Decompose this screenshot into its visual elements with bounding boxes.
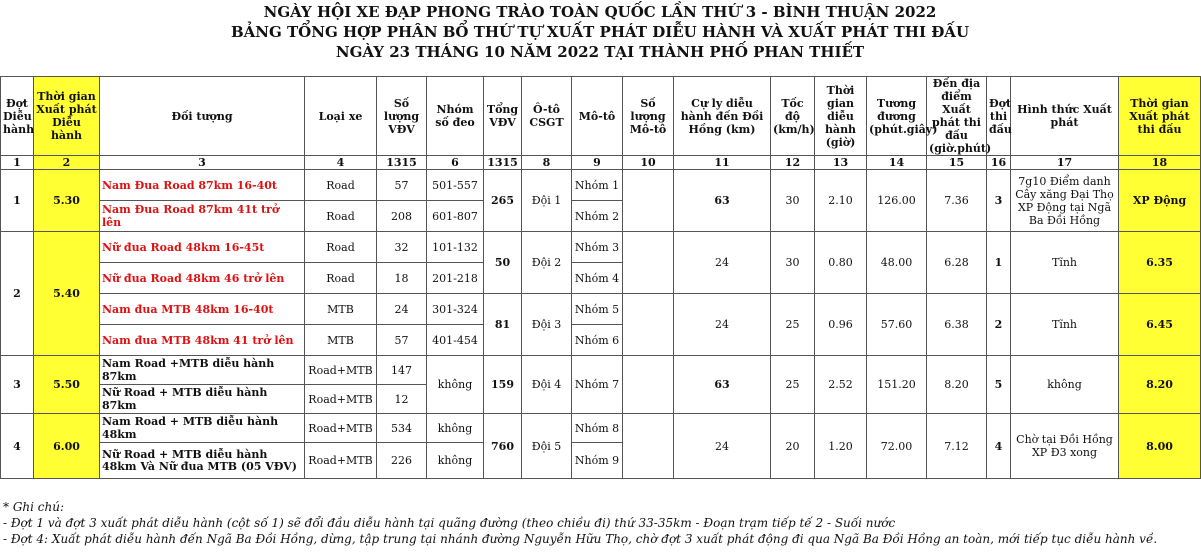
athlete-count-cell: 32: [377, 232, 427, 263]
col-number: 2: [34, 156, 100, 170]
distance-cell: 63: [674, 356, 771, 414]
col-number: 14: [867, 156, 927, 170]
bib-range-cell: 501-557: [427, 170, 484, 201]
bike-type-cell: Road+MTB: [305, 443, 377, 479]
speed-cell: 30: [771, 170, 815, 232]
col-header: Tổng VĐV: [484, 77, 522, 156]
start-form-cell: 7g10 Điểm danh Cây xăng Đại Thọ XP Động tại Ngã Ba Đồi Hồng: [1011, 170, 1119, 232]
table-row: [1, 232, 1201, 263]
col-header: Thời gian diễu hành (giờ): [815, 77, 867, 156]
col-number: 1: [1, 156, 34, 170]
wave-cell: 3: [1, 356, 34, 414]
parade-time-cell: 5.30: [34, 170, 100, 232]
speed-cell: 25: [771, 294, 815, 356]
moto-group-cell: Nhóm 8: [572, 414, 623, 443]
speed-cell: 25: [771, 356, 815, 414]
moto-group-cell: Nhóm 9: [572, 443, 623, 479]
bike-type-cell: Road: [305, 170, 377, 201]
col-header: Đối tượng: [100, 77, 305, 156]
col-header: Ô-tô CSGT: [522, 77, 572, 156]
moto-count-cell: [623, 170, 674, 232]
col-number: 3: [100, 156, 305, 170]
parade-time-cell: 5.50: [34, 356, 100, 414]
table-row: [1, 170, 1201, 201]
col-number: 4: [305, 156, 377, 170]
col-number: 15: [927, 156, 987, 170]
moto-group-cell: Nhóm 5: [572, 294, 623, 325]
category-cell: Nữ Road + MTB diễu hành 87km: [100, 385, 305, 414]
race-wave-cell: 4: [987, 414, 1011, 479]
race-start-cell: 6.45: [1119, 294, 1201, 356]
wave-cell: 1: [1, 170, 34, 232]
category-cell: Nam Road +MTB diễu hành 87km: [100, 356, 305, 385]
start-form-cell: Tĩnh: [1011, 294, 1119, 356]
col-number: 11: [674, 156, 771, 170]
speed-cell: 20: [771, 414, 815, 479]
parade-minutes-cell: 151.20: [867, 356, 927, 414]
col-header: Tương đương (phút.giây): [867, 77, 927, 156]
arrival-time-cell: 6.28: [927, 232, 987, 294]
bib-range-cell: 101-132: [427, 232, 484, 263]
col-header: Thời gian Xuất phát Diễu hành: [34, 77, 100, 156]
parade-hours-cell: 0.96: [815, 294, 867, 356]
col-number: 1315: [484, 156, 522, 170]
parade-hours-cell: 2.10: [815, 170, 867, 232]
distance-cell: 24: [674, 414, 771, 479]
note-heading: * Ghi chú:: [3, 500, 65, 514]
table-row: [1, 356, 1201, 385]
moto-group-cell: Nhóm 2: [572, 201, 623, 232]
moto-count-cell: [623, 294, 674, 356]
speed-cell: 30: [771, 232, 815, 294]
start-form-cell: Tĩnh: [1011, 232, 1119, 294]
col-header: Đến địa điểm Xuất phát thi đấu (giờ.phút): [927, 77, 987, 156]
document-titles: [0, 0, 1200, 68]
col-number: 12: [771, 156, 815, 170]
distance-cell: 24: [674, 294, 771, 356]
category-cell: Nam Đua Road 87km 41t trở lên: [100, 201, 305, 232]
bib-range-cell: không: [427, 356, 484, 414]
bib-range-cell: 301-324: [427, 294, 484, 325]
moto-group-cell: Nhóm 1: [572, 170, 623, 201]
race-wave-cell: 5: [987, 356, 1011, 414]
category-cell: Nam Đua Road 87km 16-40t: [100, 170, 305, 201]
bib-range-cell: 601-807: [427, 201, 484, 232]
col-number: 6: [427, 156, 484, 170]
category-cell: Nữ đua Road 48km 16-45t: [100, 232, 305, 263]
parade-minutes-cell: 48.00: [867, 232, 927, 294]
parade-time-cell: 5.40: [34, 232, 100, 356]
bike-type-cell: Road: [305, 263, 377, 294]
col-header: Số lượng VĐV: [377, 77, 427, 156]
race-wave-cell: 2: [987, 294, 1011, 356]
arrival-time-cell: 7.12: [927, 414, 987, 479]
arrival-time-cell: 7.36: [927, 170, 987, 232]
arrival-time-cell: 8.20: [927, 356, 987, 414]
col-header: Tốc độ (km/h): [771, 77, 815, 156]
athlete-count-cell: 226: [377, 443, 427, 479]
race-start-cell: 6.35: [1119, 232, 1201, 294]
athlete-count-cell: 57: [377, 170, 427, 201]
schedule-table: [0, 76, 1201, 479]
notes: [3, 499, 1157, 547]
moto-count-cell: [623, 356, 674, 414]
bib-range-cell: 401-454: [427, 325, 484, 356]
athlete-count-cell: 18: [377, 263, 427, 294]
bike-type-cell: Road+MTB: [305, 385, 377, 414]
bib-range-cell: không: [427, 443, 484, 479]
bike-type-cell: Road+MTB: [305, 414, 377, 443]
total-athletes-cell: 159: [484, 356, 522, 414]
moto-count-cell: [623, 232, 674, 294]
table-row: [1, 414, 1201, 443]
moto-count-cell: [623, 414, 674, 479]
race-start-cell: XP Động: [1119, 170, 1201, 232]
parade-minutes-cell: 72.00: [867, 414, 927, 479]
athlete-count-cell: 534: [377, 414, 427, 443]
police-car-cell: Đội 5: [522, 414, 572, 479]
col-header: Cự ly diễu hành đến Đồi Hồng (km): [674, 77, 771, 156]
category-cell: Nam Road + MTB diễu hành 48km: [100, 414, 305, 443]
col-number: 18: [1119, 156, 1201, 170]
col-header: Hình thức Xuất phát: [1011, 77, 1119, 156]
category-cell: Nam đua MTB 48km 41 trở lên: [100, 325, 305, 356]
parade-minutes-cell: 126.00: [867, 170, 927, 232]
total-athletes-cell: 760: [484, 414, 522, 479]
start-form-cell: Chờ tại Đồi Hồng XP Đ3 xong: [1011, 414, 1119, 479]
bike-type-cell: MTB: [305, 294, 377, 325]
bike-type-cell: Road: [305, 201, 377, 232]
col-number: 8: [522, 156, 572, 170]
col-header: Số lượng Mô-tô: [623, 77, 674, 156]
column-number-row: [1, 156, 1201, 170]
bib-range-cell: không: [427, 414, 484, 443]
col-header: Nhóm số đeo: [427, 77, 484, 156]
race-start-cell: 8.00: [1119, 414, 1201, 479]
col-header: Đợt Diễu hành: [1, 77, 34, 156]
bike-type-cell: MTB: [305, 325, 377, 356]
total-athletes-cell: 81: [484, 294, 522, 356]
title-line-2: BẢNG TỔNG HỢP PHÂN BỔ THỨ TỰ XUẤT PHÁT DIỄU HÀNH VÀ XUẤT PHÁT THI ĐẤU: [230, 23, 970, 41]
moto-group-cell: Nhóm 7: [572, 356, 623, 414]
athlete-count-cell: 57: [377, 325, 427, 356]
start-form-cell: không: [1011, 356, 1119, 414]
race-start-cell: 8.20: [1119, 356, 1201, 414]
col-number: 9: [572, 156, 623, 170]
col-header: Mô-tô: [572, 77, 623, 156]
total-athletes-cell: 50: [484, 232, 522, 294]
col-header: Loại xe: [305, 77, 377, 156]
col-number: 16: [987, 156, 1011, 170]
title-line-3: NGÀY 23 THÁNG 10 NĂM 2022 TẠI THÀNH PHỐ PHAN THIẾT: [335, 43, 865, 61]
police-car-cell: Đội 1: [522, 170, 572, 232]
wave-cell: 2: [1, 232, 34, 356]
col-header: Thời gian Xuất phát thi đấu: [1119, 77, 1201, 156]
athlete-count-cell: 147: [377, 356, 427, 385]
police-car-cell: Đội 3: [522, 294, 572, 356]
police-car-cell: Đội 2: [522, 232, 572, 294]
title-line-1: NGÀY HỘI XE ĐẠP PHONG TRÀO TOÀN QUỐC LẦN THỨ 3 - BÌNH THUẬN 2022: [263, 3, 937, 21]
moto-group-cell: Nhóm 3: [572, 232, 623, 263]
bib-range-cell: 201-218: [427, 263, 484, 294]
category-cell: Nữ Road + MTB diễu hành 48km Và Nữ đua MTB (05 VĐV): [100, 443, 305, 479]
wave-cell: 4: [1, 414, 34, 479]
note-line: - Đợt 4: Xuất phát diễu hành đến Ngã Ba Đồi Hồng, dừng, tập trung tại nhánh đường Nguyễn Hữu Thọ, chờ đợt 3 xuất phát động đi qua Ngã Ba Đồi Hồng an toàn, mới tiếp tục diễu hành về.: [3, 532, 1158, 546]
col-number: 10: [623, 156, 674, 170]
total-athletes-cell: 265: [484, 170, 522, 232]
distance-cell: 24: [674, 232, 771, 294]
header-row: [1, 77, 1201, 156]
parade-time-cell: 6.00: [34, 414, 100, 479]
moto-group-cell: Nhóm 4: [572, 263, 623, 294]
athlete-count-cell: 208: [377, 201, 427, 232]
parade-hours-cell: 2.52: [815, 356, 867, 414]
bike-type-cell: Road: [305, 232, 377, 263]
athlete-count-cell: 24: [377, 294, 427, 325]
col-number: 1315: [377, 156, 427, 170]
race-wave-cell: 3: [987, 170, 1011, 232]
moto-group-cell: Nhóm 6: [572, 325, 623, 356]
category-cell: Nam đua MTB 48km 16-40t: [100, 294, 305, 325]
athlete-count-cell: 12: [377, 385, 427, 414]
category-cell: Nữ đua Road 48km 46 trở lên: [100, 263, 305, 294]
parade-hours-cell: 1.20: [815, 414, 867, 479]
col-number: 13: [815, 156, 867, 170]
note-line: - Đợt 1 và đợt 3 xuất phát diễu hành (cột số 1) sẽ đổi đầu diễu hành tại quãng đường (theo chiều đi) thứ 33-35km - Đoạn trạm tiếp tế 2 - Suối nước: [3, 516, 896, 530]
bike-type-cell: Road+MTB: [305, 356, 377, 385]
arrival-time-cell: 6.38: [927, 294, 987, 356]
table-row: [1, 294, 1201, 325]
distance-cell: 63: [674, 170, 771, 232]
col-number: 17: [1011, 156, 1119, 170]
col-header: Đợt thi đấu: [987, 77, 1011, 156]
race-wave-cell: 1: [987, 232, 1011, 294]
parade-hours-cell: 0.80: [815, 232, 867, 294]
parade-minutes-cell: 57.60: [867, 294, 927, 356]
police-car-cell: Đội 4: [522, 356, 572, 414]
